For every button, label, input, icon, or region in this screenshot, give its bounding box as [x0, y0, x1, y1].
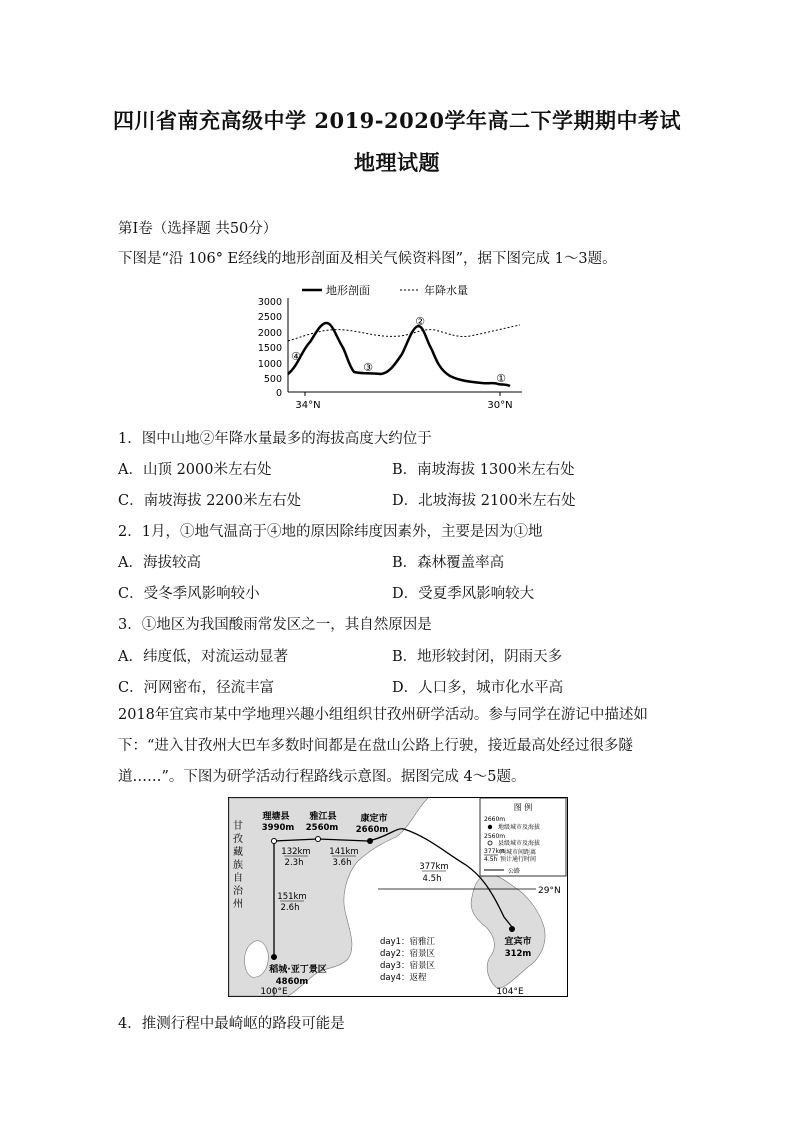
legend-1-symbol: [488, 825, 492, 829]
region-char: 自: [233, 873, 243, 884]
legend-precip-label: 年降水量: [424, 284, 468, 297]
yajiang-marker: [316, 837, 321, 842]
kangding-marker: [367, 838, 373, 844]
route-map-figure: [228, 797, 568, 997]
region-char: 族: [233, 860, 243, 871]
legend-profile-label: 地形剖面: [326, 284, 370, 297]
mark-4: ④: [291, 350, 301, 363]
q2-option-d: D．受夏季风影响较大: [392, 586, 535, 602]
region-char: 治: [233, 886, 243, 897]
yibin-altitude: 312m: [504, 949, 532, 959]
yajiang-altitude: 2560m: [305, 823, 339, 833]
question-1-stem: 1．图中山地②年降水量最多的海拔高度大约位于: [118, 431, 432, 447]
question-2-stem: 2．1月，①地气温高于④地的原因除纬度因素外，主要是因为①地: [118, 524, 543, 540]
x-label-30n: 30°N: [487, 400, 513, 411]
itinerary-day1: day1：宿雅江: [380, 937, 436, 947]
mark-1: ①: [496, 372, 506, 385]
q1-option-b: B．南坡海拔 1300米左右处: [392, 462, 575, 478]
daocheng-marker: [271, 954, 277, 960]
seg4-time: 2.6h: [280, 903, 300, 913]
q3-option-c: C．河网密布，径流丰富: [118, 680, 275, 696]
q3-option-d: D．人口多，城市化水平高: [392, 680, 564, 696]
q2-option-a: A．海拔较高: [118, 555, 201, 571]
latitude-label: 29°N: [538, 886, 561, 896]
y-tick: 2500: [257, 312, 282, 323]
legend-3-value-2: 4.5h: [484, 856, 498, 863]
y-tick: 1000: [257, 359, 282, 370]
x-label-34n: 34°N: [295, 400, 321, 411]
itinerary-day4: day4：返程: [380, 973, 427, 983]
litang-altitude: 3990m: [261, 823, 295, 833]
terrain-profile-curve: [288, 323, 510, 386]
y-tick: 0: [275, 388, 282, 399]
legend-1-value: 2660m: [484, 816, 506, 823]
title-line-2: 地理试题: [354, 150, 440, 175]
q3-option-b: B．地形较封闭，阴雨天多: [392, 649, 563, 665]
litang-label: 理塘县: [262, 812, 290, 822]
precipitation-curve: [288, 325, 520, 341]
seg2-time: 3.6h: [332, 858, 352, 868]
legend-3-value: 377km: [484, 848, 505, 855]
title-line-1: 四川省南充高级中学 2019-2020学年高二下学期期中考试: [113, 108, 681, 133]
legend-3-text: 两城市间距离: [500, 849, 537, 856]
q1-option-a: A．山顶 2000米左右处: [118, 462, 272, 478]
seg2-distance: 141km: [329, 847, 359, 857]
legend-3-text-2: 预计通行时间: [500, 856, 537, 863]
q1-option-d: D．北坡海拔 2100米左右处: [392, 493, 576, 509]
question-4-stem: 4．推测行程中最崎岖的路段可能是: [118, 1016, 345, 1032]
seg4-distance: 151km: [277, 892, 307, 902]
region-char: 孜: [233, 834, 243, 845]
y-tick: 3000: [257, 297, 282, 308]
itinerary-day3: day3：宿景区: [380, 961, 436, 971]
legend-1-text: 地级城市及海拔: [498, 824, 541, 831]
kangding-altitude: 2660m: [355, 825, 389, 835]
y-tick: 2000: [257, 328, 282, 339]
mark-3: ③: [363, 361, 373, 374]
region-char: 藏: [233, 847, 243, 858]
seg1-time: 2.3h: [284, 858, 304, 868]
itinerary-day2: day2：宿景区: [380, 949, 436, 959]
mark-2: ②: [415, 315, 425, 328]
q2-option-c: C．受冬季风影响较小: [118, 586, 260, 602]
q2-option-b: B．森林覆盖率高: [392, 555, 505, 571]
y-tick: 500: [263, 374, 282, 385]
q3-option-a: A．纬度低，对流运动显著: [118, 649, 288, 665]
daocheng-altitude: 4860m: [275, 977, 309, 987]
litang-marker: [272, 839, 277, 844]
seg1-distance: 132km: [281, 847, 311, 857]
daocheng-label: 稻城·亚丁景区: [269, 965, 327, 975]
intro-1: 下图是“沿 106° E经线的地形剖面及相关气候资料图”，据下图完成 1～3题。: [118, 251, 617, 267]
question-3-stem: 3．①地区为我国酸雨常发区之一，其自然原因是: [118, 617, 432, 633]
intro-2-paragraph: 2018年宜宾市某中学地理兴趣小组组织甘孜州研学活动。参与同学在游记中描述如下：“进入甘孜州大巴车多数时间都是在盘山公路上行驶，接近最高处经过很多隧道……”。下图为研学活动行程路线示意图。据图完成 4～5题。: [118, 707, 648, 785]
legend-2-text: 县级城市及海拔: [498, 840, 541, 847]
q1-option-c: C．南坡海拔 2200米左右处: [118, 493, 302, 509]
legend-title: 图 例: [513, 803, 533, 812]
legend-2-value: 2560m: [484, 833, 506, 840]
region-char: 州: [233, 899, 243, 910]
kangding-label: 康定市: [360, 814, 388, 824]
y-tick: 1500: [257, 343, 282, 354]
lon-100e: 100°E: [260, 987, 288, 997]
legend-4-text: 公路: [508, 868, 521, 875]
seg3-distance: 377km: [419, 862, 449, 872]
section-heading: 第Ⅰ卷（选择题 共50分）: [118, 221, 278, 237]
terrain-profile-figure: [250, 278, 540, 413]
seg3-time: 4.5h: [422, 874, 442, 884]
yibin-marker: [509, 926, 515, 932]
yibin-label: 宜宾市: [504, 937, 532, 947]
yajiang-label: 雅江县: [309, 812, 337, 822]
lon-104e: 104°E: [496, 987, 524, 997]
region-char: 甘: [233, 821, 243, 832]
